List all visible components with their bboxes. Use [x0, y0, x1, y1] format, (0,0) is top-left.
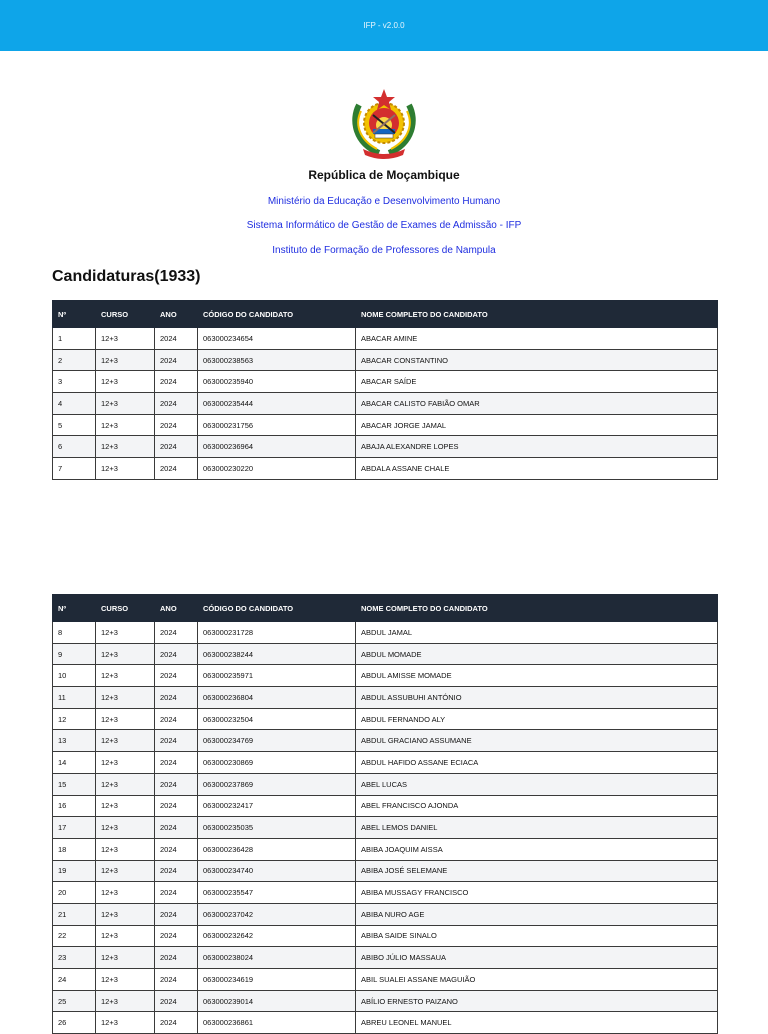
- cell-code: 063000235971: [198, 665, 356, 687]
- institute-name: Instituto de Formação de Professores de Nampula: [272, 245, 496, 256]
- cell-name: ABIBA JOAQUIM AISSA: [356, 838, 718, 860]
- col-year-header: ANO: [155, 301, 198, 328]
- table-row: [53, 1012, 718, 1034]
- system-name: Sistema Informático de Gestão de Exames de Admissão - IFP: [246, 220, 522, 231]
- cell-year: 2024: [155, 643, 198, 665]
- cell-course: 12+3: [96, 860, 155, 882]
- cell-year: 2024: [155, 969, 198, 991]
- cell-name: ABDUL ASSUBUHI ANTÓNIO: [356, 687, 718, 709]
- cell-year: 2024: [155, 903, 198, 925]
- table-row: [53, 730, 718, 752]
- table-row: [53, 773, 718, 795]
- cell-year: 2024: [155, 371, 198, 393]
- cell-year: 2024: [155, 730, 198, 752]
- cell-code: 063000236964: [198, 436, 356, 458]
- table-row: [53, 925, 718, 947]
- cell-number: 25: [53, 990, 96, 1012]
- table-row: [53, 882, 718, 904]
- cell-number: 11: [53, 687, 96, 709]
- cell-number: 23: [53, 947, 96, 969]
- table-row: [53, 838, 718, 860]
- cell-number: 12: [53, 708, 96, 730]
- cell-name: ABACAR CALISTO FABIÃO OMAR: [356, 393, 718, 415]
- cell-number: 5: [53, 414, 96, 436]
- cell-name: ABACAR AMINE: [356, 328, 718, 350]
- top-bar: [0, 0, 768, 51]
- cell-name: ABIBA JOSÉ SELEMANE: [356, 860, 718, 882]
- cell-code: 063000239014: [198, 990, 356, 1012]
- table-row: [53, 817, 718, 839]
- cell-course: 12+3: [96, 458, 155, 480]
- cell-code: 063000232642: [198, 925, 356, 947]
- cell-year: 2024: [155, 393, 198, 415]
- cell-number: 21: [53, 903, 96, 925]
- table-row: [53, 414, 718, 436]
- country-name: República de Moçambique: [308, 168, 460, 182]
- cell-course: 12+3: [96, 817, 155, 839]
- cell-name: ABDUL HAFIDO ASSANE ECIACA: [356, 752, 718, 774]
- candidates-table-1: [52, 300, 718, 480]
- cell-year: 2024: [155, 817, 198, 839]
- table-row: [53, 903, 718, 925]
- cell-name: ABDUL FERNANDO ALY: [356, 708, 718, 730]
- table-row: [53, 622, 718, 644]
- cell-name: ABREU LEONEL MANUEL: [356, 1012, 718, 1034]
- cell-name: ABACAR CONSTANTINO: [356, 349, 718, 371]
- cell-code: 063000238024: [198, 947, 356, 969]
- cell-code: 063000236861: [198, 1012, 356, 1034]
- table-row: [53, 752, 718, 774]
- cell-code: 063000235444: [198, 393, 356, 415]
- cell-year: 2024: [155, 328, 198, 350]
- cell-year: 2024: [155, 708, 198, 730]
- cell-course: 12+3: [96, 730, 155, 752]
- col-year-header: ANO: [155, 595, 198, 622]
- cell-year: 2024: [155, 838, 198, 860]
- cell-course: 12+3: [96, 969, 155, 991]
- cell-name: ABACAR JORGE JAMAL: [356, 414, 718, 436]
- cell-number: 1: [53, 328, 96, 350]
- cell-number: 19: [53, 860, 96, 882]
- cell-year: 2024: [155, 1012, 198, 1034]
- cell-name: ABDUL GRACIANO ASSUMANE: [356, 730, 718, 752]
- cell-course: 12+3: [96, 622, 155, 644]
- table-header-row: [53, 301, 718, 328]
- cell-number: 14: [53, 752, 96, 774]
- cell-year: 2024: [155, 665, 198, 687]
- cell-course: 12+3: [96, 436, 155, 458]
- cell-code: 063000235035: [198, 817, 356, 839]
- cell-year: 2024: [155, 860, 198, 882]
- cell-code: 063000235940: [198, 371, 356, 393]
- cell-year: 2024: [155, 414, 198, 436]
- table-row: [53, 708, 718, 730]
- version-label: IFP - v2.0.0: [363, 21, 405, 30]
- table-row: [53, 947, 718, 969]
- cell-course: 12+3: [96, 414, 155, 436]
- cell-code: 063000236428: [198, 838, 356, 860]
- candidates-table-2: [52, 594, 718, 1034]
- cell-year: 2024: [155, 458, 198, 480]
- cell-year: 2024: [155, 925, 198, 947]
- cell-course: 12+3: [96, 838, 155, 860]
- table-row: [53, 328, 718, 350]
- table-row: [53, 371, 718, 393]
- cell-year: 2024: [155, 882, 198, 904]
- cell-number: 18: [53, 838, 96, 860]
- cell-name: ABIBA MUSSAGY FRANCISCO: [356, 882, 718, 904]
- table-row: [53, 393, 718, 415]
- cell-number: 26: [53, 1012, 96, 1034]
- cell-course: 12+3: [96, 708, 155, 730]
- cell-number: 16: [53, 795, 96, 817]
- cell-course: 12+3: [96, 371, 155, 393]
- cell-code: 063000234769: [198, 730, 356, 752]
- cell-year: 2024: [155, 622, 198, 644]
- table-row: [53, 458, 718, 480]
- cell-code: 063000231728: [198, 622, 356, 644]
- cell-course: 12+3: [96, 947, 155, 969]
- cell-name: ABÍLIO ERNESTO PAIZANO: [356, 990, 718, 1012]
- cell-number: 7: [53, 458, 96, 480]
- cell-year: 2024: [155, 990, 198, 1012]
- table-header-row: [53, 595, 718, 622]
- cell-course: 12+3: [96, 349, 155, 371]
- table-row: [53, 436, 718, 458]
- cell-code: 063000234619: [198, 969, 356, 991]
- cell-number: 2: [53, 349, 96, 371]
- national-emblem-icon: [349, 85, 419, 159]
- cell-number: 3: [53, 371, 96, 393]
- cell-code: 063000232504: [198, 708, 356, 730]
- cell-code: 063000230220: [198, 458, 356, 480]
- cell-year: 2024: [155, 773, 198, 795]
- col-number-header: Nº: [53, 301, 96, 328]
- cell-name: ABAJA ALEXANDRE LOPES: [356, 436, 718, 458]
- table-row: [53, 665, 718, 687]
- cell-name: ABEL LUCAS: [356, 773, 718, 795]
- ministry-name: Ministério da Educação e Desenvolvimento Humano: [267, 196, 501, 207]
- cell-code: 063000235547: [198, 882, 356, 904]
- cell-course: 12+3: [96, 925, 155, 947]
- cell-name: ABIBO JÚLIO MASSAUA: [356, 947, 718, 969]
- col-name-header: NOME COMPLETO DO CANDIDATO: [356, 595, 718, 622]
- page-title: Candidaturas(1933): [52, 268, 201, 285]
- cell-number: 9: [53, 643, 96, 665]
- table-row: [53, 795, 718, 817]
- cell-name: ABDUL MOMADE: [356, 643, 718, 665]
- cell-code: 063000238244: [198, 643, 356, 665]
- cell-year: 2024: [155, 436, 198, 458]
- cell-number: 8: [53, 622, 96, 644]
- cell-year: 2024: [155, 795, 198, 817]
- cell-course: 12+3: [96, 752, 155, 774]
- cell-code: 063000238563: [198, 349, 356, 371]
- cell-course: 12+3: [96, 665, 155, 687]
- cell-number: 4: [53, 393, 96, 415]
- cell-code: 063000237042: [198, 903, 356, 925]
- table-row: [53, 969, 718, 991]
- cell-name: ABEL FRANCISCO AJONDA: [356, 795, 718, 817]
- cell-name: ABIBA SAIDE SINALO: [356, 925, 718, 947]
- cell-name: ABDALA ASSANE CHALE: [356, 458, 718, 480]
- cell-course: 12+3: [96, 643, 155, 665]
- cell-code: 063000234740: [198, 860, 356, 882]
- table-row: [53, 349, 718, 371]
- cell-name: ABIBA NURO AGE: [356, 903, 718, 925]
- col-number-header: Nº: [53, 595, 96, 622]
- cell-number: 13: [53, 730, 96, 752]
- table-row: [53, 990, 718, 1012]
- cell-code: 063000232417: [198, 795, 356, 817]
- cell-number: 20: [53, 882, 96, 904]
- cell-course: 12+3: [96, 687, 155, 709]
- cell-code: 063000236804: [198, 687, 356, 709]
- cell-number: 6: [53, 436, 96, 458]
- cell-number: 15: [53, 773, 96, 795]
- cell-name: ABEL LEMOS DANIEL: [356, 817, 718, 839]
- cell-course: 12+3: [96, 328, 155, 350]
- cell-year: 2024: [155, 752, 198, 774]
- col-name-header: NOME COMPLETO DO CANDIDATO: [356, 301, 718, 328]
- cell-number: 24: [53, 969, 96, 991]
- cell-course: 12+3: [96, 903, 155, 925]
- col-course-header: CURSO: [96, 595, 155, 622]
- col-course-header: CURSO: [96, 301, 155, 328]
- cell-code: 063000234654: [198, 328, 356, 350]
- cell-number: 10: [53, 665, 96, 687]
- cell-course: 12+3: [96, 393, 155, 415]
- cell-number: 17: [53, 817, 96, 839]
- cell-name: ABIL SUALEI ASSANE MAGUIÃO: [356, 969, 718, 991]
- cell-course: 12+3: [96, 990, 155, 1012]
- table-row: [53, 860, 718, 882]
- col-code-header: CÓDIGO DO CANDIDATO: [198, 301, 356, 328]
- cell-name: ABACAR SAÍDE: [356, 371, 718, 393]
- cell-code: 063000230869: [198, 752, 356, 774]
- table-row: [53, 687, 718, 709]
- cell-course: 12+3: [96, 773, 155, 795]
- cell-code: 063000237869: [198, 773, 356, 795]
- col-code-header: CÓDIGO DO CANDIDATO: [198, 595, 356, 622]
- cell-code: 063000231756: [198, 414, 356, 436]
- cell-course: 12+3: [96, 882, 155, 904]
- cell-course: 12+3: [96, 795, 155, 817]
- cell-year: 2024: [155, 687, 198, 709]
- cell-name: ABDUL AMISSE MOMADE: [356, 665, 718, 687]
- cell-name: ABDUL JAMAL: [356, 622, 718, 644]
- table-row: [53, 643, 718, 665]
- cell-year: 2024: [155, 947, 198, 969]
- cell-course: 12+3: [96, 1012, 155, 1034]
- cell-number: 22: [53, 925, 96, 947]
- cell-year: 2024: [155, 349, 198, 371]
